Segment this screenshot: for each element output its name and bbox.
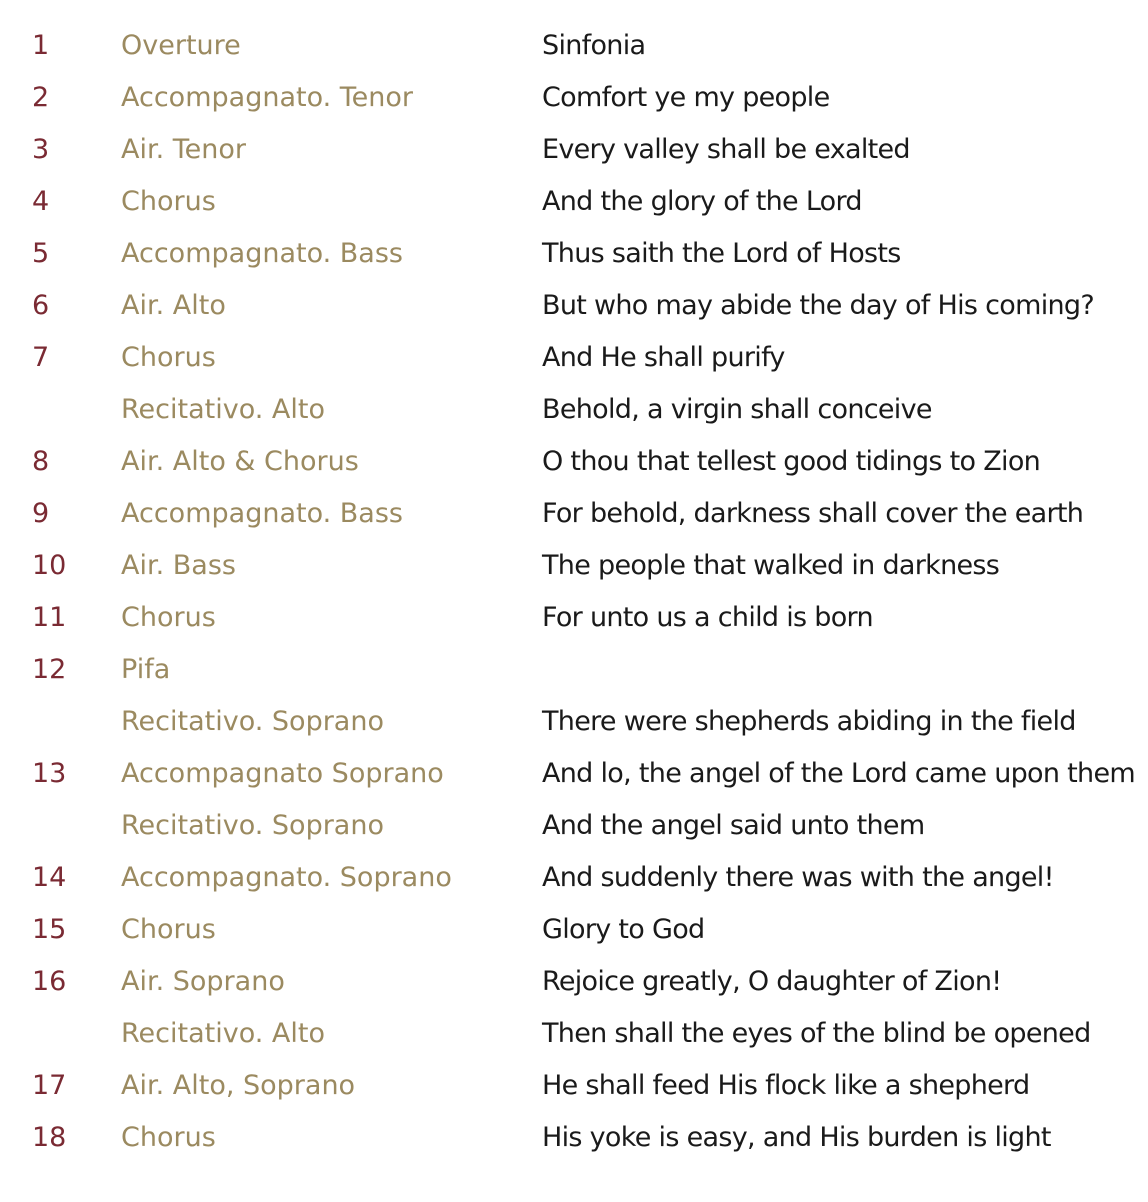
movement-title: Comfort ye my people <box>542 82 830 113</box>
movement-title: Then shall the eyes of the blind be opened <box>542 1018 1091 1049</box>
movement-title: And He shall purify <box>542 342 785 373</box>
movement-type: Air. Alto & Chorus <box>121 446 359 477</box>
movement-type: Recitativo. Soprano <box>121 706 384 737</box>
movement-title: And the glory of the Lord <box>542 186 862 217</box>
movement-type: Accompagnato. Bass <box>121 498 403 529</box>
movement-number: 7 <box>32 342 50 373</box>
movement-title: Rejoice greatly, O daughter of Zion! <box>542 966 1002 997</box>
movement-type: Chorus <box>121 186 216 217</box>
movement-title: For behold, darkness shall cover the earth <box>542 498 1084 529</box>
movement-type: Accompagnato. Bass <box>121 238 403 269</box>
movement-title: Glory to God <box>542 914 705 945</box>
movement-title: He shall feed His flock like a shepherd <box>542 1070 1030 1101</box>
movement-type: Recitativo. Soprano <box>121 810 384 841</box>
movement-title: The people that walked in darkness <box>542 550 1000 581</box>
movement-title: Sinfonia <box>542 30 646 61</box>
movement-number: 12 <box>32 654 67 685</box>
movement-number: 14 <box>32 862 67 893</box>
movement-type: Accompagnato. Tenor <box>121 82 414 113</box>
list-item <box>0 176 1148 228</box>
movement-number: 16 <box>32 966 67 997</box>
movement-type: Overture <box>121 30 241 61</box>
movement-number: 18 <box>32 1122 67 1153</box>
list-item <box>0 124 1148 176</box>
list-item <box>0 800 1148 852</box>
list-item <box>0 332 1148 384</box>
movement-title: And suddenly there was with the angel! <box>542 862 1054 893</box>
movement-type: Accompagnato Soprano <box>121 758 444 789</box>
list-item <box>0 488 1148 540</box>
list-item <box>0 20 1148 72</box>
list-item <box>0 280 1148 332</box>
list-item <box>0 904 1148 956</box>
list-item <box>0 228 1148 280</box>
movement-type: Recitativo. Alto <box>121 394 325 425</box>
movement-title: Every valley shall be exalted <box>542 134 910 165</box>
movement-type: Chorus <box>121 342 216 373</box>
movement-type: Air. Alto, Soprano <box>121 1070 356 1101</box>
movement-type: Pifa <box>121 654 171 685</box>
movement-number: 13 <box>32 758 67 789</box>
movement-type: Chorus <box>121 914 216 945</box>
movement-type: Air. Soprano <box>121 966 285 997</box>
movement-type: Air. Tenor <box>121 134 247 165</box>
movement-number: 11 <box>32 602 67 633</box>
movement-number: 5 <box>32 238 50 269</box>
list-item <box>0 72 1148 124</box>
movement-number: 17 <box>32 1070 67 1101</box>
movement-type: Chorus <box>121 1122 216 1153</box>
list-item <box>0 956 1148 1008</box>
movement-number: 15 <box>32 914 67 945</box>
list-item <box>0 1060 1148 1112</box>
list-item <box>0 384 1148 436</box>
movement-title: Behold, a virgin shall conceive <box>542 394 932 425</box>
movement-number: 1 <box>32 30 50 61</box>
movement-number: 2 <box>32 82 50 113</box>
list-item <box>0 436 1148 488</box>
list-item <box>0 696 1148 748</box>
movement-title: And the angel said unto them <box>542 810 925 841</box>
list-item <box>0 748 1148 800</box>
movement-number: 10 <box>32 550 67 581</box>
list-item <box>0 592 1148 644</box>
movement-title: There were shepherds abiding in the field <box>542 706 1076 737</box>
list-item <box>0 644 1148 696</box>
movement-number: 9 <box>32 498 50 529</box>
movement-title: For unto us a child is born <box>542 602 873 633</box>
list-item <box>0 1112 1148 1164</box>
movement-type: Chorus <box>121 602 216 633</box>
movement-title: O thou that tellest good tidings to Zion <box>542 446 1041 477</box>
movement-type: Air. Bass <box>121 550 236 581</box>
list-item <box>0 540 1148 592</box>
movement-number: 3 <box>32 134 50 165</box>
movement-type: Accompagnato. Soprano <box>121 862 452 893</box>
movement-number: 4 <box>32 186 50 217</box>
movement-type: Recitativo. Alto <box>121 1018 325 1049</box>
movement-title: But who may abide the day of His coming? <box>542 290 1094 321</box>
movement-number: 8 <box>32 446 50 477</box>
movement-title: Thus saith the Lord of Hosts <box>542 238 901 269</box>
movement-type: Air. Alto <box>121 290 226 321</box>
movement-number: 6 <box>32 290 50 321</box>
list-item <box>0 852 1148 904</box>
list-item <box>0 1008 1148 1060</box>
movement-title: And lo, the angel of the Lord came upon them <box>542 758 1135 789</box>
movement-title: His yoke is easy, and His burden is light <box>542 1122 1051 1153</box>
